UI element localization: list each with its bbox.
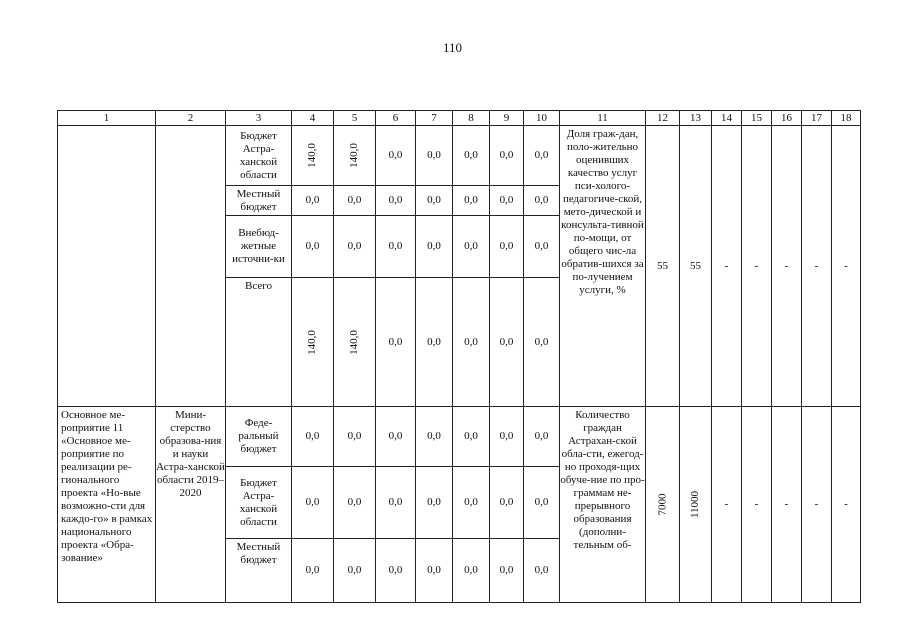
value-cell: 0,0	[490, 539, 524, 603]
value-cell	[646, 407, 680, 603]
funding-source: Местный бюджет	[226, 539, 292, 603]
value-cell: 0,0	[453, 126, 490, 186]
value-cell: -	[712, 407, 742, 603]
value-cell: 0,0	[416, 186, 453, 216]
executor-cell: Мини-стерство образова-ния и науки Астра-ханской области 2019–2020	[156, 407, 226, 603]
value-cell: 0,0	[376, 407, 416, 467]
column-number: 4	[292, 111, 334, 126]
value-cell: -	[772, 407, 802, 603]
column-number: 12	[646, 111, 680, 126]
value-cell: 0,0	[524, 278, 560, 407]
column-number: 1	[58, 111, 156, 126]
value-cell	[292, 126, 334, 186]
value-cell: -	[712, 126, 742, 407]
column-number: 13	[680, 111, 712, 126]
value-cell: 0,0	[376, 278, 416, 407]
value-cell: 0,0	[376, 467, 416, 539]
funding-source: Всего	[226, 278, 292, 407]
value-cell: 0,0	[524, 186, 560, 216]
value-cell: -	[742, 126, 772, 407]
value-cell: -	[802, 126, 832, 407]
value-cell: 0,0	[453, 407, 490, 467]
column-number: 3	[226, 111, 292, 126]
value-text: 140,0	[348, 329, 360, 355]
column-number: 8	[453, 111, 490, 126]
value-cell	[334, 278, 376, 407]
column-number: 11	[560, 111, 646, 126]
value-cell: 0,0	[524, 126, 560, 186]
value-cell: 0,0	[416, 278, 453, 407]
value-cell: -	[832, 126, 861, 407]
value-cell: 0,0	[292, 216, 334, 278]
value-cell: 0,0	[334, 467, 376, 539]
column-numbers-row	[58, 111, 861, 126]
value-cell: 0,0	[292, 539, 334, 603]
event-cell: Основное ме-роприятие 11 «Основное ме-роприятие по реализации ре-гионального проекта «Но-вые возможно-сти для каждо-го» в рамках национального проекта «Обра-зование»	[58, 407, 156, 603]
value-cell: 0,0	[334, 216, 376, 278]
column-number: 14	[712, 111, 742, 126]
value-cell: 0,0	[453, 186, 490, 216]
column-number: 16	[772, 111, 802, 126]
funding-source: Местный бюджет	[226, 186, 292, 216]
value-text: 11000	[689, 490, 701, 519]
value-text: 140,0	[306, 329, 318, 355]
value-cell: -	[742, 407, 772, 603]
indicator-cell: Доля граж-дан, поло-жительно оценивших качество услуг пси-холого-педагогиче-ской, мето-дической и консульта-тивной по-мощи, от общего чис-ла обратив-шихся за по-лучением услуги, %	[560, 126, 646, 407]
value-cell: 0,0	[490, 467, 524, 539]
value-cell: 0,0	[416, 539, 453, 603]
value-cell: 0,0	[453, 467, 490, 539]
value-cell: -	[832, 407, 861, 603]
value-cell: 0,0	[490, 278, 524, 407]
funding-source: Внебюд-жетные источни-ки	[226, 216, 292, 278]
value-text: 7000	[656, 493, 668, 516]
value-cell: 0,0	[334, 539, 376, 603]
value-text: 140,0	[348, 143, 360, 168]
value-cell: 0,0	[453, 278, 490, 407]
value-cell	[334, 126, 376, 186]
value-cell: 55	[646, 126, 680, 407]
program-table	[57, 110, 861, 603]
column-number: 6	[376, 111, 416, 126]
column-number: 17	[802, 111, 832, 126]
column-number: 9	[490, 111, 524, 126]
value-cell: 0,0	[292, 407, 334, 467]
executor-cell-empty	[156, 126, 226, 407]
value-cell: 0,0	[490, 407, 524, 467]
value-cell: 0,0	[292, 186, 334, 216]
value-cell: 0,0	[416, 407, 453, 467]
column-number: 2	[156, 111, 226, 126]
value-cell: 0,0	[490, 126, 524, 186]
table-row	[58, 126, 861, 186]
page-number: 110	[442, 40, 463, 55]
table-row	[58, 407, 861, 467]
value-cell: 0,0	[376, 216, 416, 278]
value-cell: 0,0	[416, 467, 453, 539]
value-cell: 0,0	[453, 216, 490, 278]
value-cell: 0,0	[292, 467, 334, 539]
funding-source: Бюджет Астра-ханской области	[226, 467, 292, 539]
column-number: 5	[334, 111, 376, 126]
column-number: 7	[416, 111, 453, 126]
funding-source: Бюджет Астра-ханской области	[226, 126, 292, 186]
value-cell: 0,0	[524, 216, 560, 278]
column-number: 18	[832, 111, 861, 126]
value-cell: 0,0	[376, 186, 416, 216]
value-cell: 0,0	[376, 539, 416, 603]
value-cell	[680, 407, 712, 603]
value-cell: -	[802, 407, 832, 603]
value-cell: 0,0	[490, 216, 524, 278]
value-cell: 0,0	[416, 126, 453, 186]
value-cell: 0,0	[490, 186, 524, 216]
value-cell: 0,0	[416, 216, 453, 278]
value-cell: 0,0	[524, 467, 560, 539]
value-cell: -	[772, 126, 802, 407]
value-cell: 0,0	[524, 407, 560, 467]
funding-source: Феде-ральный бюджет	[226, 407, 292, 467]
indicator-cell: Количество граждан Астрахан-ской обла-сти, ежегод-но проходя-щих обуче-ние по про-граммам не-прерывного образования (дополни-тельным об-	[560, 407, 646, 603]
value-cell	[292, 278, 334, 407]
value-cell: 0,0	[334, 186, 376, 216]
value-cell: 0,0	[334, 407, 376, 467]
value-cell: 0,0	[376, 126, 416, 186]
value-cell: 0,0	[453, 539, 490, 603]
value-cell: 0,0	[524, 539, 560, 603]
column-number: 15	[742, 111, 772, 126]
event-cell-empty	[58, 126, 156, 407]
column-number: 10	[524, 111, 560, 126]
value-text: 140,0	[306, 143, 318, 168]
value-cell: 55	[680, 126, 712, 407]
